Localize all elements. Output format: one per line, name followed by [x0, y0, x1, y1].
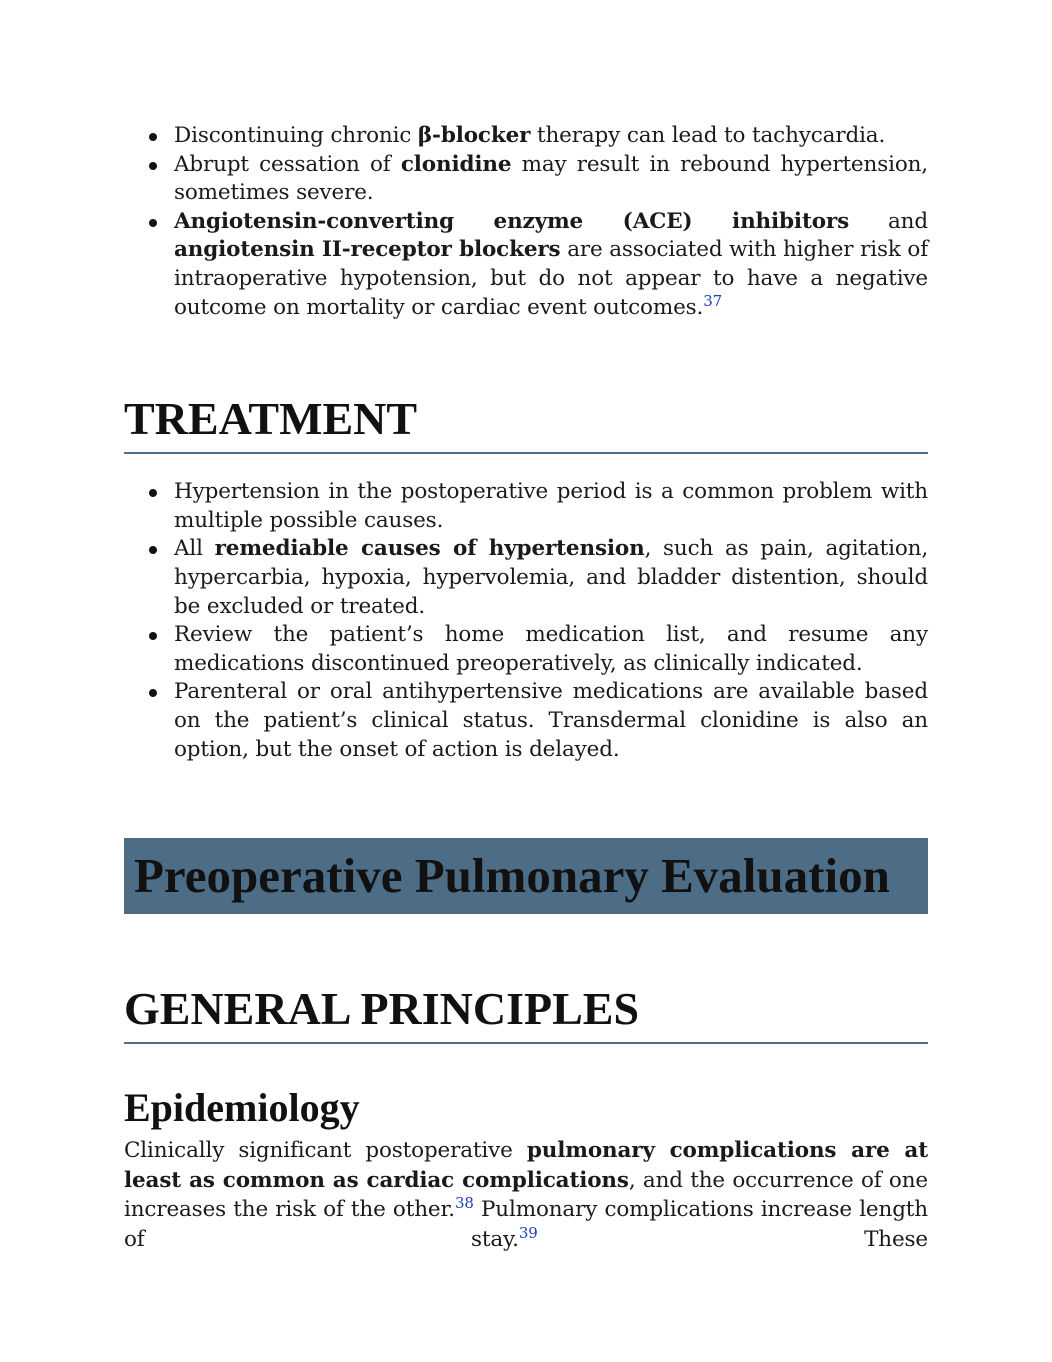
bold-term: clonidine	[400, 151, 512, 177]
chapter-title: Preoperative Pulmonary Evaluation	[134, 848, 890, 904]
chapter-title-banner	[124, 838, 928, 914]
list-item: Abrupt cessation of clonidine may result in rebound hypertension, sometimes severe.	[124, 151, 928, 208]
bold-term: remediable causes of hypertension	[214, 536, 645, 562]
treatment-heading: TREATMENT	[124, 393, 418, 445]
treatment-bullet-list	[124, 478, 928, 764]
list-item: Parenteral or oral antihypertensive medications are available based on the patient’s clinical status. Transdermal clonidine is also an option, but the onset of action is delayed.	[124, 678, 928, 764]
bold-term: angiotensin II-receptor blockers	[174, 237, 561, 263]
epidemiology-heading: Epidemiology	[124, 1085, 360, 1131]
bold-term: β-blocker	[417, 123, 531, 148]
reference-link-38[interactable]: 38	[454, 1194, 474, 1213]
list-item: Angiotensin-converting enzyme (ACE) inhibitors and angiotensin II-receptor blockers are associated with higher risk of intraoperative hypotension, but do not appear to have a negative outcome on mortality or cardiac event outcomes.$^{37}$	[124, 208, 928, 322]
list-item: Discontinuing chronic β-blocker therapy can lead to tachycardia.	[124, 122, 928, 151]
bold-term: Angiotensin-converting enzyme (ACE) inhibitors	[174, 208, 850, 234]
bold-term: pulmonary complications are at least as common as cardiac complications	[124, 1138, 928, 1193]
epidemiology-paragraph: Clinically significant postoperative pulmonary complications are at least as common as cardiac complications, and the occurrence of one increases the risk of the other.$^{38}$ Pulmonary complications increase length of stay.$^{39}$ These	[124, 1138, 928, 1252]
list-item: All remediable causes of hypertension, such as pain, agitation, hypercarbia, hypoxia, hypervolemia, and bladder distention, should be excluded or treated.	[124, 535, 928, 621]
list-item: Hypertension in the postoperative period is a common problem with multiple possible causes.	[124, 478, 928, 535]
general-principles-heading: GENERAL PRINCIPLES	[124, 983, 640, 1035]
medication-bullet-list	[124, 122, 928, 322]
reference-link-39[interactable]: 39	[518, 1223, 538, 1242]
list-item: Review the patient’s home medication list, and resume any medications discontinued preoperatively, as clinically indicated.	[124, 621, 928, 678]
reference-link-37[interactable]: 37	[703, 291, 723, 310]
page-content	[124, 122, 928, 1254]
